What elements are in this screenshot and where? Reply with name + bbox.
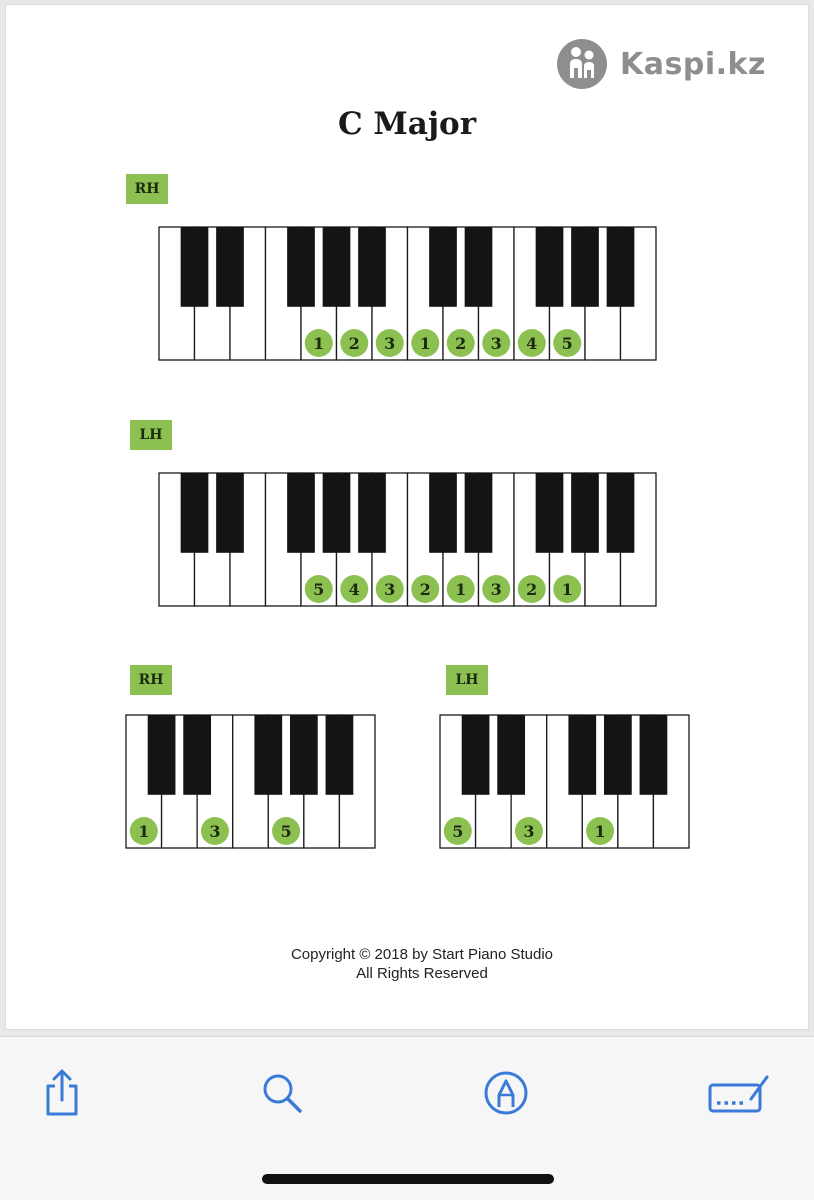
finger-number — [340, 575, 368, 603]
rh-chord-keyboard — [126, 715, 375, 848]
black-key — [465, 473, 493, 553]
finger-number — [376, 329, 404, 357]
black-key — [254, 715, 282, 795]
finger-label: 1 — [561, 580, 573, 599]
black-key — [640, 715, 668, 795]
finger-number — [447, 575, 475, 603]
copyright-line-1: Copyright © 2018 by Start Piano Studio — [290, 946, 554, 963]
search-icon — [258, 1069, 306, 1117]
finger-number — [201, 817, 229, 845]
finger-number — [586, 817, 614, 845]
finger-label: 5 — [313, 580, 325, 599]
watermark-text: Kaspi.kz — [620, 46, 766, 82]
rh-scale-keyboard — [159, 227, 656, 360]
finger-number — [482, 575, 510, 603]
rh-scale-label: RH — [126, 174, 168, 204]
finger-label: 5 — [452, 822, 464, 841]
finger-number — [482, 329, 510, 357]
share-button[interactable] — [34, 1065, 90, 1121]
black-key — [568, 715, 596, 795]
finger-number — [340, 329, 368, 357]
page-title: C Major — [337, 106, 477, 142]
lh-chord-keyboard — [440, 715, 689, 848]
black-key — [183, 715, 211, 795]
black-key — [290, 715, 318, 795]
finger-label: 2 — [455, 334, 467, 353]
finger-label: 2 — [348, 334, 360, 353]
kaspi-logo-icon — [556, 38, 608, 90]
finger-number — [515, 817, 543, 845]
finger-number — [411, 329, 439, 357]
black-key — [571, 473, 599, 553]
lh-chord-label: LH — [446, 665, 488, 695]
copyright-line-2: All Rights Reserved — [356, 965, 488, 982]
finger-label: 5 — [561, 334, 573, 353]
black-key — [536, 473, 564, 553]
rh-chord-label: RH — [130, 665, 172, 695]
black-key — [216, 473, 244, 553]
lh-scale-keyboard — [159, 473, 656, 606]
black-key — [607, 473, 635, 553]
finger-label: 2 — [419, 580, 431, 599]
finger-label: 1 — [138, 822, 150, 841]
finger-label: 3 — [209, 822, 221, 841]
black-key — [358, 473, 386, 553]
lh-scale-label: LH — [130, 420, 172, 450]
finger-label: 4 — [348, 580, 360, 599]
finger-number — [447, 329, 475, 357]
finger-label: 3 — [384, 580, 396, 599]
black-key — [148, 715, 176, 795]
black-key — [604, 715, 632, 795]
black-key — [287, 473, 315, 553]
black-key — [323, 227, 351, 307]
black-key — [571, 227, 599, 307]
finger-number — [305, 575, 333, 603]
black-key — [323, 473, 351, 553]
keyboard-icon — [707, 1071, 771, 1115]
finger-number — [518, 329, 546, 357]
finger-label: 1 — [594, 822, 606, 841]
black-key — [536, 227, 564, 307]
finger-number — [444, 817, 472, 845]
finger-label: 1 — [313, 334, 325, 353]
finger-number — [411, 575, 439, 603]
finger-number — [272, 817, 300, 845]
watermark — [556, 38, 766, 90]
black-key — [607, 227, 635, 307]
keyboard-button[interactable] — [706, 1065, 772, 1121]
finger-number — [305, 329, 333, 357]
finger-label: 3 — [384, 334, 396, 353]
markup-button[interactable] — [478, 1065, 534, 1121]
black-key — [358, 227, 386, 307]
finger-label: 1 — [419, 334, 431, 353]
black-key — [287, 227, 315, 307]
share-icon — [42, 1068, 82, 1118]
markup-icon — [482, 1069, 530, 1117]
home-indicator — [262, 1174, 554, 1184]
finger-number — [130, 817, 158, 845]
finger-label: 3 — [523, 822, 535, 841]
finger-number — [553, 575, 581, 603]
finger-label: 1 — [455, 580, 467, 599]
finger-label: 4 — [526, 334, 538, 353]
black-key — [465, 227, 493, 307]
black-key — [326, 715, 354, 795]
black-key — [497, 715, 525, 795]
black-key — [462, 715, 490, 795]
finger-label: 2 — [526, 580, 538, 599]
black-key — [181, 473, 209, 553]
finger-label: 3 — [490, 580, 502, 599]
search-button[interactable] — [254, 1065, 310, 1121]
finger-label: 5 — [280, 822, 292, 841]
finger-number — [376, 575, 404, 603]
finger-number — [553, 329, 581, 357]
black-key — [429, 473, 457, 553]
finger-label: 3 — [490, 334, 502, 353]
finger-number — [518, 575, 546, 603]
black-key — [216, 227, 244, 307]
copyright — [0, 945, 814, 983]
black-key — [429, 227, 457, 307]
black-key — [181, 227, 209, 307]
